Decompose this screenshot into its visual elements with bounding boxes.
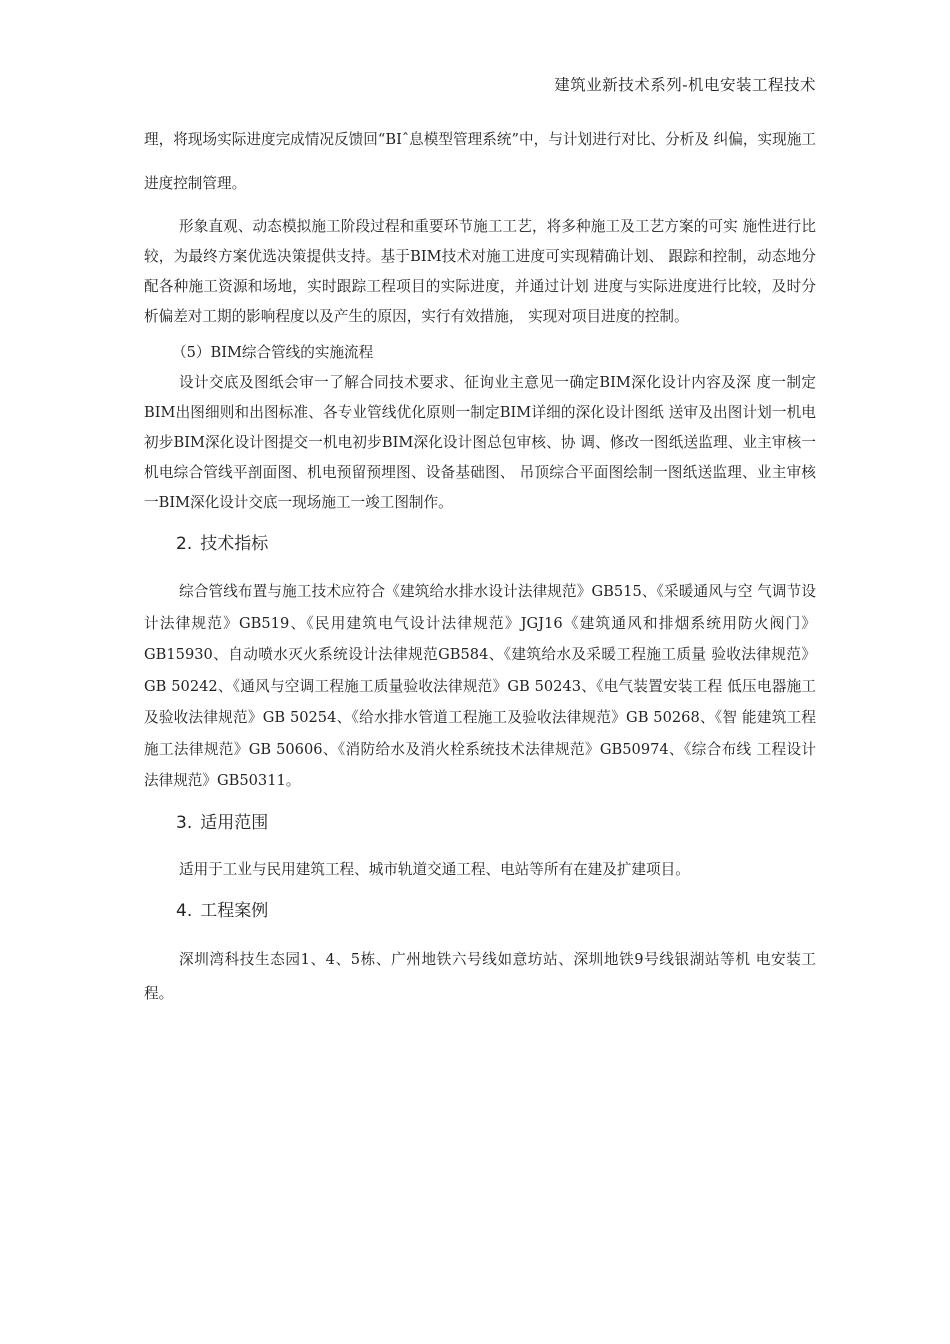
- page-header: 建筑业新技术系列-机电安装工程技术: [554, 76, 816, 94]
- section-number-2: 2.: [176, 534, 193, 554]
- section-title-3: 适用范围: [200, 812, 269, 833]
- paragraph-project-cases: 深圳湾科技生态园1、4、5栋、广州地铁六号线如意坊站、深圳地铁9号线银湖站等机 电安装工程。: [144, 950, 816, 1002]
- section-number-3: 3.: [176, 812, 193, 833]
- paragraph-implementation-flow: 设计交底及图纸会审一了解合同技术要求、征询业主意见一确定BIM深化设计内容及深 度一制定BIM出图细则和出图标准、各专业管线优化原则一制定BIM详细的深化设计图纸 送审及出图计划一机电初步BIM深化设计图提交一机电初步BIM深化设计图总包审核、协 调、修改一图纸送监理、业主审核一机电综合管线平剖面图、机电预留预埋图、设备基础图、 吊顶综合平面图绘制一图纸送监理、业主审核一BIM深化设计交底一现场施工一竣工图制作。: [144, 374, 816, 511]
- page-content: [144, 118, 816, 1011]
- section-heading-2: [144, 526, 816, 562]
- paragraph-technical-standards: 综合管线布置与施工技术应符合《建筑给水排水设计法律规范》GB515、《采暖通风与空 气调节设计法律规范》GB519、《民用建筑电气设计法律规范》JGJ16《建筑通风和排烟系统用防火阀门》GB15930、自动喷水灭火系统设计法律规范GB584、《建筑给水及采暖工程施工质量 验收法律规范》GB 50242、《通风与空调工程施工质量验收法律规范》GB 50243、《电气装置安装工程 低压电器施工及验收法律规范》GB 50254、《给水排水管道工程施工及验收法律规范》GB 50268、《智 能建筑工程施工法律规范》GB 50606、《消防给水及消火栓系统技术法律规范》GB50974、《综合布线 工程设计法律规范》GB50311。: [144, 583, 816, 789]
- section-heading-4: [144, 893, 816, 929]
- paragraph-scope: 适用于工业与民用建筑工程、城市轨道交通工程、电站等所有在建及扩建项目。: [179, 860, 690, 878]
- paragraph-intro: 理，将现场实际进度完成情况反馈回“BIˆ息模型管理系统”中，与计划进行对比、分析及 纠偏，实现施工进度控制管理。: [144, 131, 816, 192]
- section-title-2: 技术指标: [200, 534, 269, 554]
- paragraph-schedule-simulation: 形象直观、动态模拟施工阶段过程和重要环节施工工艺，将多种施工及工艺方案的可实 施性进行比较，为最终方案优选决策提供支持。基于BIM技术对施工进度可实现精确计划、 跟踪和控制，动态地分配各种施工资源和场地，实时跟踪工程项目的实际进度，并通过计划 进度与实际进度进行比较，及时分析偏差对工期的影响程度以及产生的原因，实行有效措施， 实现对项目进度的控制。: [144, 218, 816, 325]
- section-title-4: 工程案例: [200, 900, 269, 921]
- section-number-4: 4.: [176, 900, 193, 921]
- section-heading-3: [144, 805, 816, 841]
- subsection-title-5: （5）BIM综合管线的实施流程: [172, 344, 374, 361]
